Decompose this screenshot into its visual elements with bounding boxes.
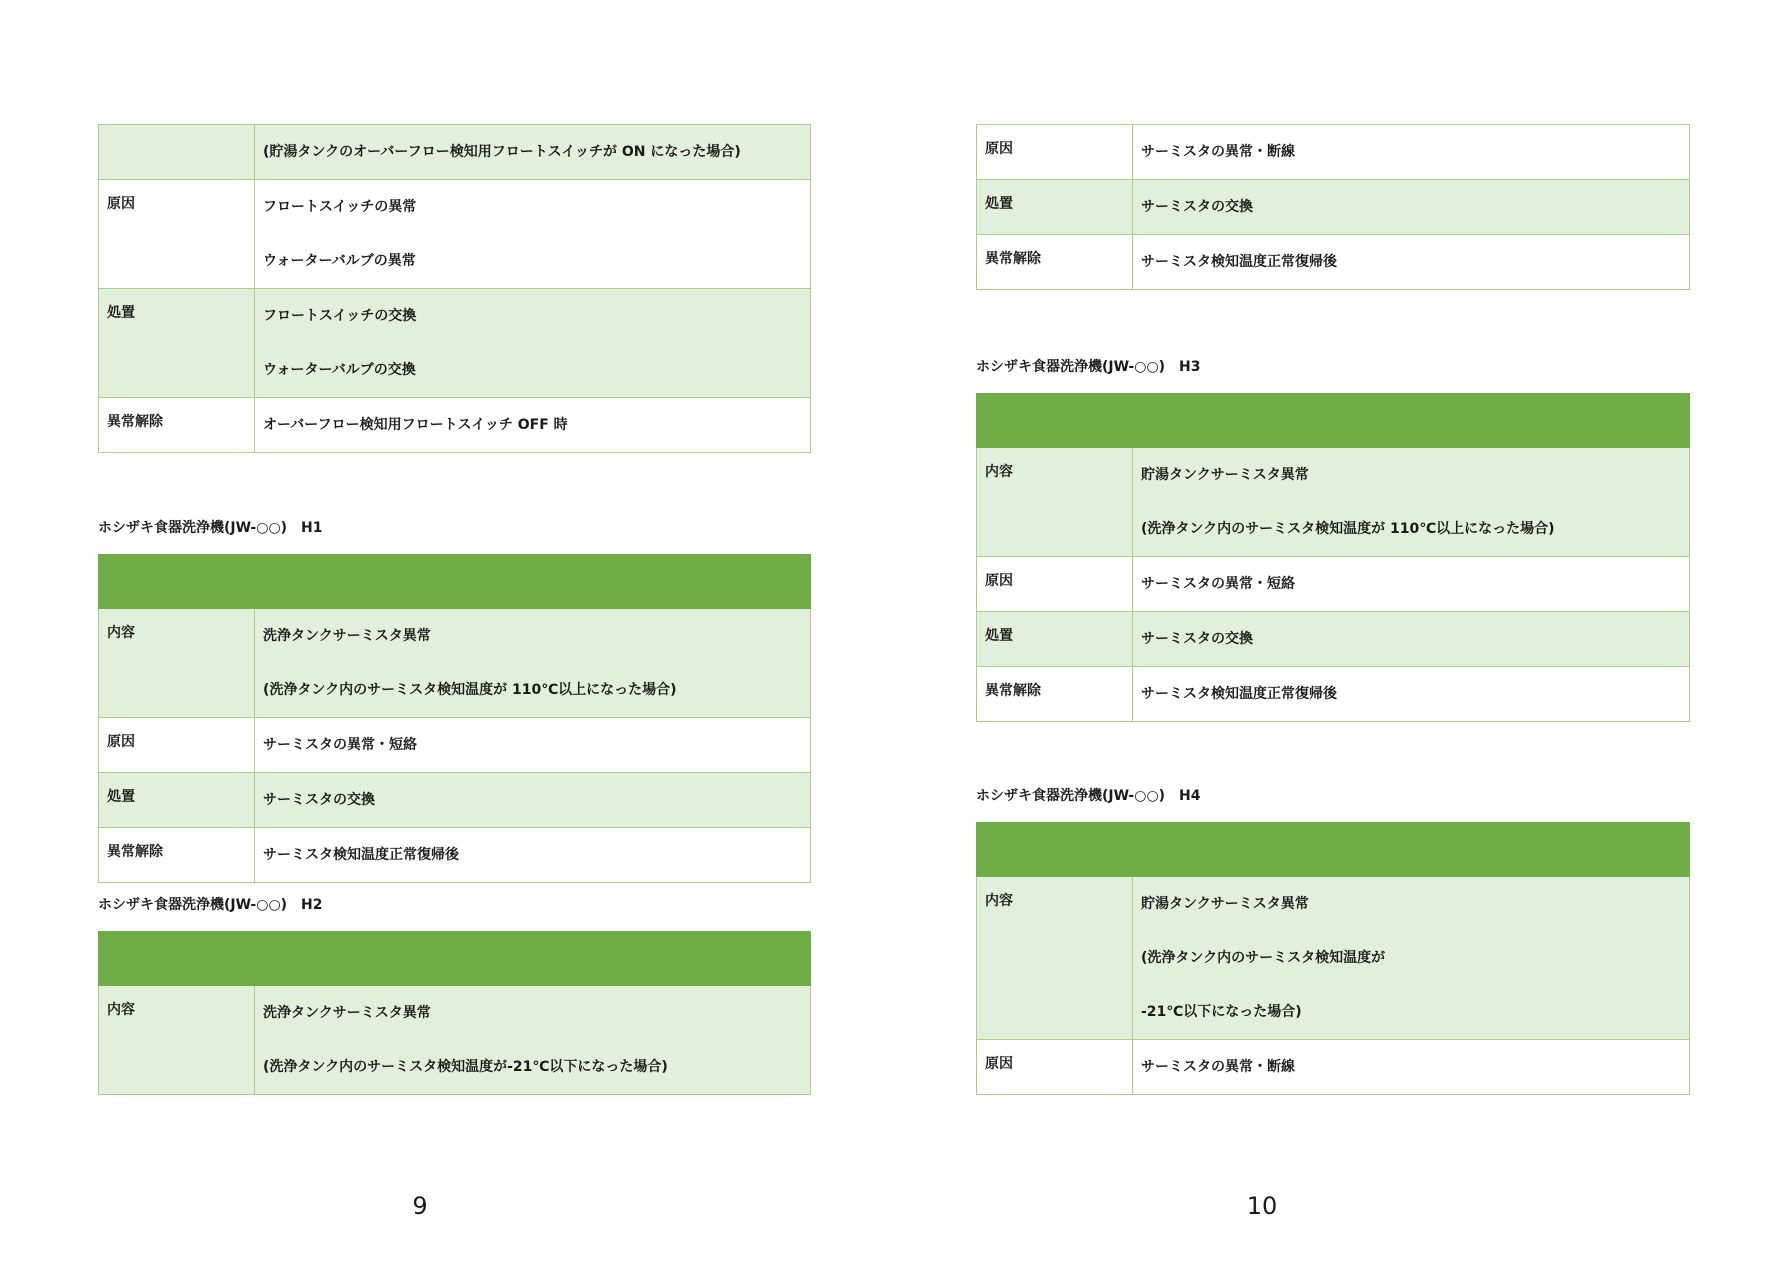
table-row xyxy=(99,125,811,180)
row-value xyxy=(255,718,811,773)
table-row xyxy=(977,877,1690,1040)
value-line: 洗浄タンクサーミスタ異常 xyxy=(263,628,431,644)
row-key: 処置 xyxy=(977,180,1133,235)
value-line: 洗浄タンクサーミスタ異常 xyxy=(263,1005,431,1021)
row-value xyxy=(255,289,811,398)
value-line: サーミスタの異常・短絡 xyxy=(1141,576,1295,592)
value-line: (洗浄タンク内のサーミスタ検知温度が 110℃以上になった場合) xyxy=(1141,521,1555,537)
error-table-h3 xyxy=(976,393,1690,722)
table-row xyxy=(99,828,811,883)
table-row xyxy=(977,125,1690,180)
value-line: サーミスタの交換 xyxy=(263,792,375,808)
row-value xyxy=(255,986,811,1095)
row-value xyxy=(1133,1040,1690,1095)
section-caption-h2: ホシザキ食器洗浄機(JW-○○) H2 xyxy=(98,897,323,913)
row-key xyxy=(99,125,255,180)
table-row xyxy=(99,986,811,1095)
row-key: 内容 xyxy=(99,609,255,718)
table-header-band xyxy=(99,555,811,609)
table xyxy=(976,393,1690,722)
value-line: サーミスタの異常・断線 xyxy=(1141,144,1295,160)
row-key: 処置 xyxy=(977,612,1133,667)
table-row xyxy=(99,609,811,718)
row-value xyxy=(1133,125,1690,180)
table-row xyxy=(977,180,1690,235)
value-line: -21℃以下になった場合) xyxy=(1141,1004,1302,1020)
row-value xyxy=(255,828,811,883)
value-line: サーミスタの交換 xyxy=(1141,199,1253,215)
page-10 xyxy=(894,0,1788,1276)
table-header-band xyxy=(99,932,811,986)
value-line: サーミスタ検知温度正常復帰後 xyxy=(1141,254,1337,270)
row-value xyxy=(255,398,811,453)
row-key: 原因 xyxy=(99,718,255,773)
row-key: 原因 xyxy=(977,1040,1133,1095)
value-line: (洗浄タンク内のサーミスタ検知温度が xyxy=(1141,950,1386,966)
row-value xyxy=(255,180,811,289)
row-key: 異常解除 xyxy=(99,398,255,453)
row-key: 原因 xyxy=(99,180,255,289)
table-row xyxy=(99,398,811,453)
row-key: 内容 xyxy=(977,448,1133,557)
value-line: 貯湯タンクサーミスタ異常 xyxy=(1141,896,1309,912)
value-line: サーミスタの異常・断線 xyxy=(1141,1059,1295,1075)
page-number: 9 xyxy=(412,1192,428,1220)
error-table-continued xyxy=(976,124,1690,290)
row-value xyxy=(1133,612,1690,667)
row-value xyxy=(255,773,811,828)
table xyxy=(98,124,811,453)
error-table-h4 xyxy=(976,822,1690,1095)
error-table-h2 xyxy=(98,931,811,1095)
row-value xyxy=(1133,877,1690,1040)
row-value xyxy=(255,609,811,718)
table xyxy=(976,822,1690,1095)
table-row xyxy=(977,612,1690,667)
row-value xyxy=(1133,235,1690,290)
row-key: 異常解除 xyxy=(977,667,1133,722)
row-key: 異常解除 xyxy=(977,235,1133,290)
table-header-band xyxy=(977,823,1690,877)
value-line: サーミスタ検知温度正常復帰後 xyxy=(1141,686,1337,702)
row-value xyxy=(255,125,811,180)
value-line: ウォーターバルブの交換 xyxy=(263,362,416,378)
table-row xyxy=(99,773,811,828)
row-key: 内容 xyxy=(977,877,1133,1040)
table-row xyxy=(99,180,811,289)
table-row xyxy=(977,557,1690,612)
error-table-continued xyxy=(98,124,811,453)
row-key: 処置 xyxy=(99,773,255,828)
value-line: (洗浄タンク内のサーミスタ検知温度が 110℃以上になった場合) xyxy=(263,682,677,698)
row-key: 処置 xyxy=(99,289,255,398)
table-row xyxy=(977,1040,1690,1095)
value-line: 貯湯タンクサーミスタ異常 xyxy=(1141,467,1309,483)
section-caption-h1: ホシザキ食器洗浄機(JW-○○) H1 xyxy=(98,520,323,536)
table-row xyxy=(977,235,1690,290)
value-line: (洗浄タンク内のサーミスタ検知温度が-21℃以下になった場合) xyxy=(263,1059,668,1075)
table xyxy=(98,554,811,883)
value-line: ウォーターバルブの異常 xyxy=(263,253,416,269)
page-9 xyxy=(0,0,894,1276)
row-value xyxy=(1133,667,1690,722)
value-line: (貯湯タンクのオーバーフロー検知用フロートスイッチが ON になった場合) xyxy=(263,144,741,160)
row-value xyxy=(1133,180,1690,235)
row-value xyxy=(1133,448,1690,557)
value-line: サーミスタの異常・短絡 xyxy=(263,737,417,753)
table-row xyxy=(977,667,1690,722)
row-key: 原因 xyxy=(977,557,1133,612)
table-header-band xyxy=(977,394,1690,448)
table xyxy=(98,931,811,1095)
table-row xyxy=(977,448,1690,557)
row-key: 異常解除 xyxy=(99,828,255,883)
table xyxy=(976,124,1690,290)
value-line: フロートスイッチの異常 xyxy=(263,199,417,215)
section-caption-h4: ホシザキ食器洗浄機(JW-○○) H4 xyxy=(976,788,1201,804)
value-line: オーバーフロー検知用フロートスイッチ OFF 時 xyxy=(263,417,568,433)
page-number: 10 xyxy=(1246,1192,1278,1220)
error-table-h1 xyxy=(98,554,811,883)
row-key: 内容 xyxy=(99,986,255,1095)
row-key: 原因 xyxy=(977,125,1133,180)
value-line: フロートスイッチの交換 xyxy=(263,308,417,324)
table-row xyxy=(99,718,811,773)
value-line: サーミスタ検知温度正常復帰後 xyxy=(263,847,459,863)
table-row xyxy=(99,289,811,398)
row-value xyxy=(1133,557,1690,612)
section-caption-h3: ホシザキ食器洗浄機(JW-○○) H3 xyxy=(976,359,1201,375)
value-line: サーミスタの交換 xyxy=(1141,631,1253,647)
